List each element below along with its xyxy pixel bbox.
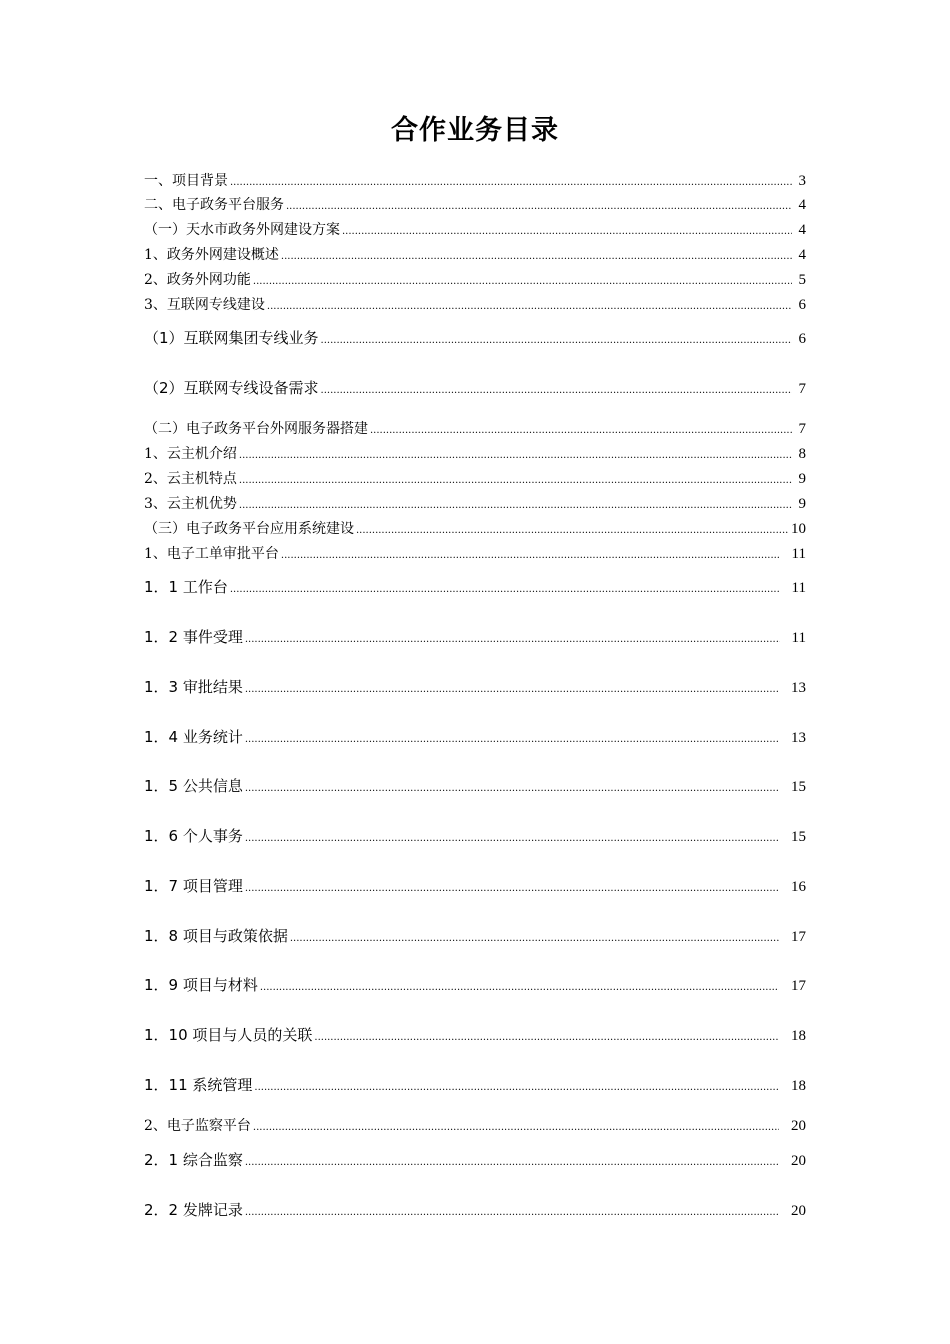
leader-dots (253, 276, 792, 287)
toc-entry-label: 2、电子监察平台 (144, 1118, 251, 1134)
toc-entry[interactable] (144, 518, 806, 538)
toc-entry-label: （三）电子政务平台应用系统建设 (144, 521, 354, 537)
leader-dots (230, 584, 780, 595)
leader-dots (239, 475, 792, 486)
page-title: 合作业务目录 (391, 115, 559, 146)
toc-entry-page: 18 (791, 1078, 806, 1094)
toc-entry[interactable] (144, 468, 806, 488)
toc-entry-page: 20 (791, 1203, 806, 1219)
toc-entry-label: 2、政务外网功能 (144, 272, 251, 288)
toc-entry[interactable] (144, 1024, 806, 1045)
toc-entry-page: 13 (791, 680, 806, 696)
toc-entry[interactable] (144, 726, 806, 747)
toc-entry-page: 9 (798, 496, 806, 512)
toc-entry-label: 一、项目背景 (144, 173, 228, 189)
toc-entry[interactable] (144, 626, 806, 647)
leader-dots (260, 982, 779, 993)
leader-dots (245, 684, 779, 695)
toc-entry[interactable] (144, 170, 806, 190)
toc-entry-label: 1、云主机介绍 (144, 446, 237, 462)
toc-entry-label: 1．4 业务统计 (144, 728, 243, 746)
toc-entry[interactable] (144, 493, 806, 513)
toc-entry-page: 4 (798, 197, 806, 213)
toc-entry-page: 11 (791, 546, 806, 562)
toc-entry-label: 3、云主机优势 (144, 496, 237, 512)
toc-entry-label: 1．1 工作台 (144, 578, 228, 596)
toc-entry[interactable] (144, 377, 806, 398)
toc-entry-label: 2．2 发牌记录 (144, 1201, 243, 1219)
toc-entry[interactable] (144, 327, 806, 348)
leader-dots (245, 833, 779, 844)
toc-entry-page: 8 (798, 446, 806, 462)
toc-entry-page: 4 (798, 247, 806, 263)
leader-dots (370, 425, 792, 436)
toc-entry[interactable] (144, 244, 806, 264)
toc-entry[interactable] (144, 576, 806, 597)
toc-entry[interactable] (144, 443, 806, 463)
leader-dots (267, 301, 792, 312)
toc-entry[interactable] (144, 875, 806, 896)
toc-entry-page: 17 (791, 929, 806, 945)
toc-entry-label: （一）天水市政务外网建设方案 (144, 222, 340, 238)
leader-dots (254, 1082, 779, 1093)
toc-entry-page: 20 (791, 1118, 806, 1134)
toc-entry[interactable] (144, 775, 806, 796)
toc-entry-label: （2）互联网专线设备需求 (144, 379, 319, 397)
toc-entry-label: 1．3 审批结果 (144, 678, 243, 696)
toc-entry-page: 6 (798, 331, 806, 347)
toc-entry-label: 1．6 个人事务 (144, 827, 243, 845)
toc-entry-label: 1、政务外网建设概述 (144, 247, 279, 263)
toc-entry[interactable] (144, 1074, 806, 1095)
toc-entry-page: 20 (791, 1153, 806, 1169)
toc-entry-page: 13 (791, 730, 806, 746)
toc-entry-label: 1、电子工单审批平台 (144, 546, 279, 562)
leader-dots (342, 226, 792, 237)
toc-entry-label: 1．9 项目与材料 (144, 976, 258, 994)
leader-dots (245, 1207, 779, 1218)
leader-dots (290, 933, 779, 944)
toc-entry[interactable] (144, 219, 806, 239)
toc-entry[interactable] (144, 1149, 806, 1170)
toc-entry-page: 9 (798, 471, 806, 487)
toc-entry-label: 二、电子政务平台服务 (144, 197, 284, 213)
toc-entry-page: 11 (791, 630, 806, 646)
toc-entry-page: 16 (791, 879, 806, 895)
leader-dots (356, 525, 789, 536)
leader-dots (281, 251, 792, 262)
toc-entry[interactable] (144, 269, 806, 289)
leader-dots (321, 385, 792, 396)
toc-entry[interactable] (144, 418, 806, 438)
toc-entry[interactable] (144, 974, 806, 995)
toc-entry-page: 10 (791, 521, 806, 537)
leader-dots (239, 500, 792, 511)
leader-dots (245, 783, 779, 794)
toc-entry-page: 7 (798, 381, 806, 397)
toc-entry[interactable] (144, 825, 806, 846)
toc-entry-page: 17 (791, 978, 806, 994)
toc-entry-label: 1．5 公共信息 (144, 777, 243, 795)
toc-entry-page: 3 (798, 173, 806, 189)
toc-entry[interactable] (144, 925, 806, 946)
leader-dots (245, 734, 779, 745)
toc-entry[interactable] (144, 543, 806, 563)
toc-entry-page: 7 (798, 421, 806, 437)
leader-dots (230, 177, 792, 188)
leader-dots (239, 450, 792, 461)
toc-entry[interactable] (144, 1199, 806, 1220)
toc-entry-page: 15 (791, 829, 806, 845)
toc-entry-label: （1）互联网集团专线业务 (144, 329, 319, 347)
toc-entry-label: 1．11 系统管理 (144, 1076, 253, 1094)
toc-entry-page: 4 (798, 222, 806, 238)
leader-dots (253, 1122, 779, 1133)
toc-entry-page: 6 (798, 297, 806, 313)
toc-entry-label: 1．8 项目与政策依据 (144, 927, 288, 945)
toc-entry-label: 1．10 项目与人员的关联 (144, 1026, 313, 1044)
toc-entry-label: 2．1 综合监察 (144, 1151, 243, 1169)
toc-entry-page: 15 (791, 779, 806, 795)
leader-dots (281, 550, 780, 561)
toc-entry-page: 11 (791, 580, 806, 596)
toc-entry-label: 2、云主机特点 (144, 471, 237, 487)
toc-entry-label: （二）电子政务平台外网服务器搭建 (144, 421, 368, 437)
toc-entry[interactable] (144, 294, 806, 314)
leader-dots (286, 201, 792, 212)
toc-entry-page: 18 (791, 1028, 806, 1044)
toc-entry-label: 3、互联网专线建设 (144, 297, 265, 313)
leader-dots (314, 1032, 779, 1043)
leader-dots (245, 1157, 779, 1168)
leader-dots (321, 335, 792, 346)
toc-entry-label: 1．2 事件受理 (144, 628, 243, 646)
toc-entry[interactable] (144, 194, 806, 214)
toc-entry[interactable] (144, 676, 806, 697)
leader-dots (245, 883, 779, 894)
toc-entry[interactable] (144, 1115, 806, 1135)
leader-dots (245, 634, 780, 645)
toc-entry-page: 5 (798, 272, 806, 288)
toc-entry-label: 1．7 项目管理 (144, 877, 243, 895)
